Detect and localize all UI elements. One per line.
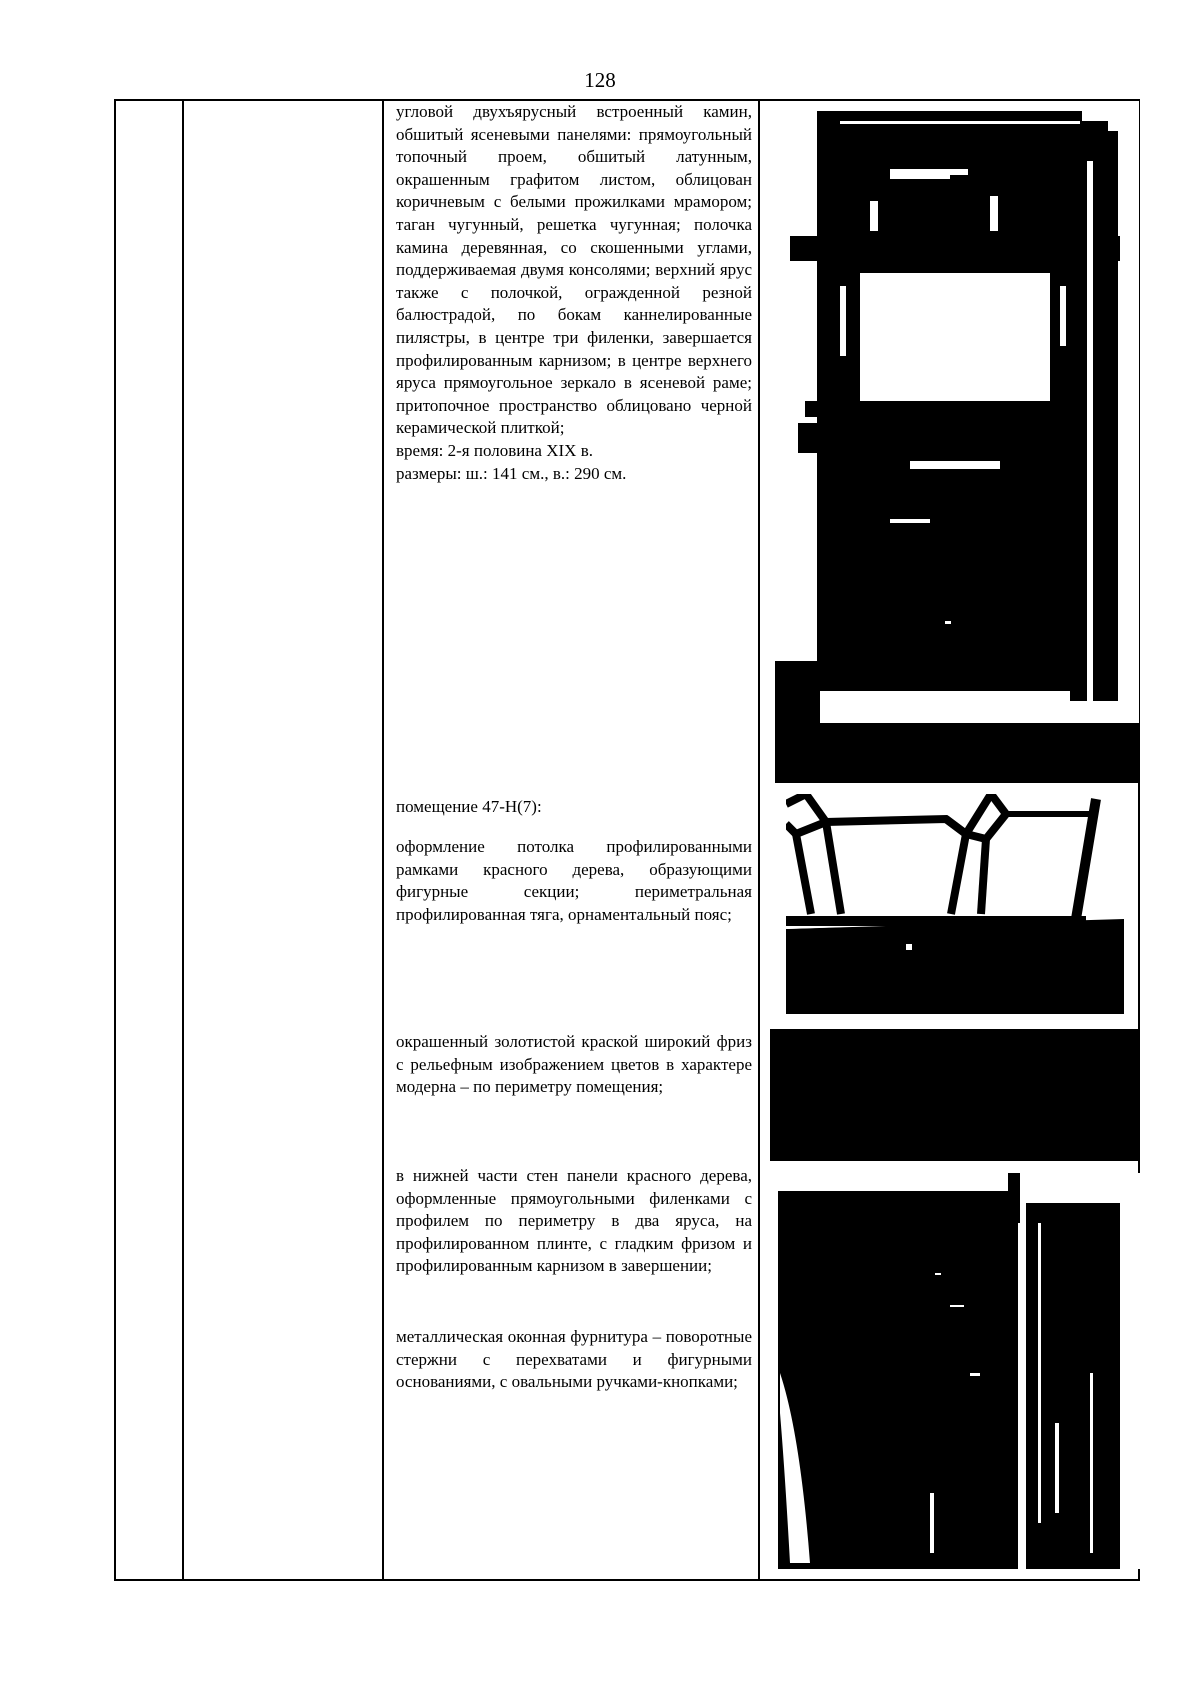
column-divider — [382, 101, 384, 1579]
ceiling-photo — [786, 794, 1124, 1014]
fireplace-description — [396, 101, 752, 485]
size-text: размеры: ш.: 141 см., в.: 290 см. — [396, 463, 627, 483]
hardware-description: металлическая оконная фурнитура – поворотные стержни с перехватами и фигурными основаниями, с овальными ручками-кнопками; — [396, 1327, 752, 1392]
column-divider — [758, 101, 760, 1579]
ceiling-description: оформление потолка профилированными рамками красного дерева, образующими фигурные секции; периметральная профилированная тяга, орнаментальный пояс; — [396, 837, 752, 924]
panels-photo — [770, 1173, 1144, 1569]
object-table — [114, 99, 1140, 1581]
fireplace-text: угловой двухъярусный встроенный камин, обшитый ясеневыми панелями: прямоугольный топочный проем, обшитый латунным, окрашенным графитом листом, облицован коричневым с белыми прожилками мрамором; таган чугунный, решетка чугунная; полочка камина деревянная, со скошенными углами, поддерживаемая двумя консолями; верхний ярус также с полочкой, огражденной резной балюстрадой, по бокам каннелированные пилястры, в центре три филенки, завершается профилированным карнизом; в центре верхнего яруса прямоугольное зеркало в ясеневой раме; притопочное пространство облицовано черной керамической плиткой; — [396, 102, 752, 438]
room-heading: помещение 47-Н(7): — [396, 797, 542, 816]
fireplace-photo — [770, 101, 1139, 783]
frieze-description: окрашенный золотистой краской широкий фриз с рельефным изображением цветов в характере модерна – по периметру помещения; — [396, 1032, 752, 1097]
column-divider — [182, 101, 184, 1579]
page-number: 128 — [584, 68, 616, 92]
panels-description: в нижней части стен панели красного дерева, оформленные прямоугольными филенками с профилем по периметру в два яруса, на профилированном плинте, с гладким фризом и профилированным карнизом в завершении; — [396, 1166, 752, 1276]
frieze-photo — [770, 1029, 1140, 1161]
time-text: время: 2-я половина XIX в. — [396, 440, 593, 460]
